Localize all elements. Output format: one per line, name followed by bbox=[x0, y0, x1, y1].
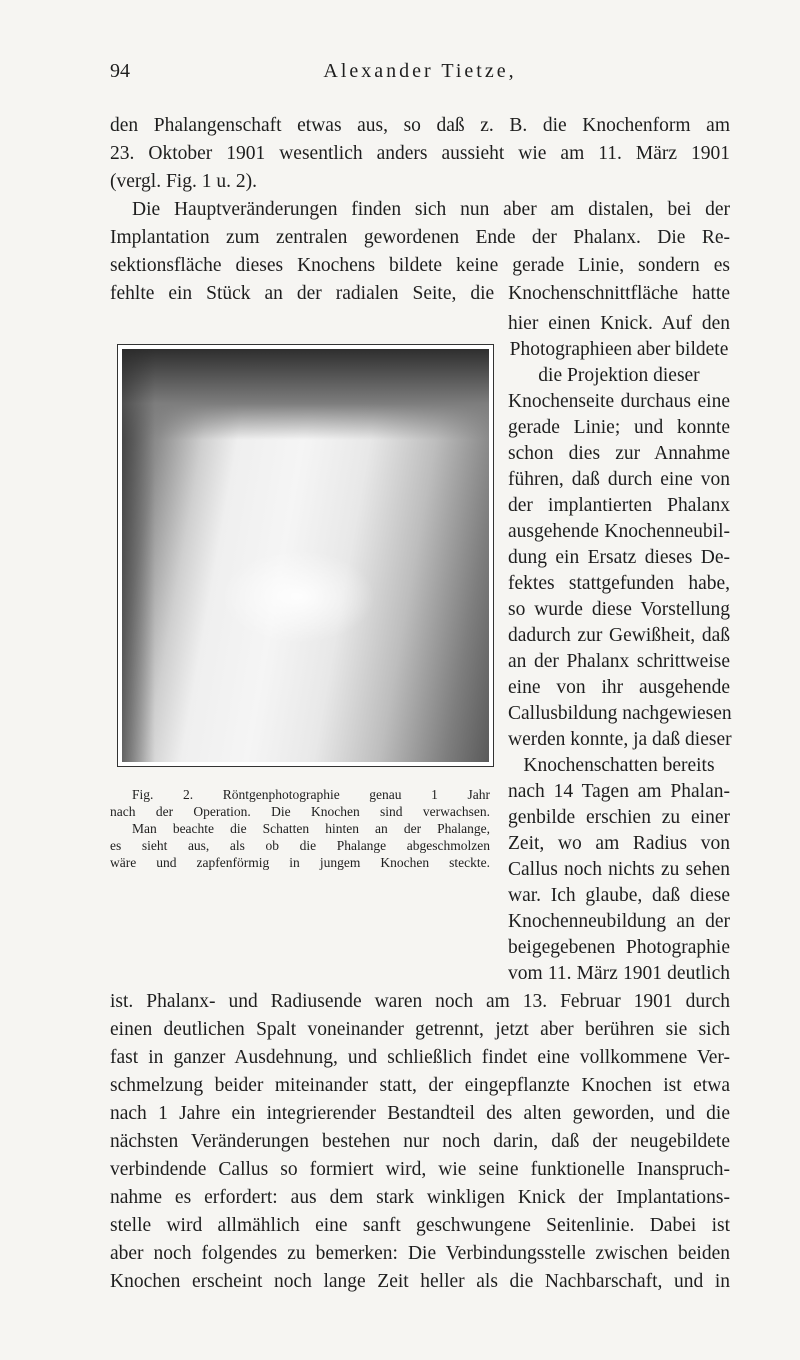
column-line: Knochenseite durchaus eine bbox=[508, 391, 730, 412]
body-line: Die Hauptveränderungen finden sich nun aber am distalen, bei der bbox=[132, 199, 730, 220]
column-line: Knochenneubildung an der bbox=[508, 911, 730, 932]
column-line: Zeit, wo am Radius von bbox=[508, 833, 730, 854]
column-line: fektes stattgefunden habe, bbox=[508, 573, 730, 594]
column-line: war. Ich glaube, daß diese bbox=[508, 885, 730, 906]
figure-caption-line: nach der Operation. Die Knochen sind verwachsen. bbox=[110, 804, 490, 819]
figure-caption-line: es sieht aus, als ob die Phalange abgeschmolzen bbox=[110, 838, 490, 853]
body-line: 23. Oktober 1901 wesentlich anders aussieht wie am 11. März 1901 bbox=[110, 143, 730, 164]
figure-caption-line: wäre und zapfenförmig in jungem Knochen steckte. bbox=[110, 855, 490, 870]
column-line: vom 11. März 1901 deutlich bbox=[508, 963, 730, 984]
body-line: einen deutlichen Spalt voneinander getrennt, jetzt aber berühren sie sich bbox=[110, 1019, 730, 1040]
body-line: fehlte ein Stück an der radialen Seite, die Knochenschnittfläche hatte bbox=[110, 283, 730, 304]
column-line: schon dies zur Annahme bbox=[508, 443, 730, 464]
body-line: den Phalangenschaft etwas aus, so daß z. B. die Knochenform am bbox=[110, 115, 730, 136]
running-head: Alexander Tietze, bbox=[323, 60, 517, 82]
column-line: dadurch zur Gewißheit, daß bbox=[508, 625, 730, 646]
column-line: eine von ihr ausgehende bbox=[508, 677, 730, 698]
column-line: werden konnte, ja daß dieser bbox=[508, 729, 732, 750]
column-line: beigegebenen Photographie bbox=[508, 937, 730, 958]
body-line: nach 1 Jahre ein integrierender Bestandteil des alten geworden, und die bbox=[110, 1103, 730, 1124]
body-line: stelle wird allmählich eine sanft geschwungene Seitenlinie. Dabei ist bbox=[110, 1215, 730, 1236]
column-line: ausgehende Knochenneubil- bbox=[508, 521, 730, 542]
column-line: führen, daß durch eine von bbox=[508, 469, 730, 490]
column-line: dung ein Ersatz dieses De- bbox=[508, 547, 730, 568]
xray-figure bbox=[117, 344, 494, 767]
body-line: schmelzung beider miteinander statt, der eingepflanzte Knochen ist etwa bbox=[110, 1075, 730, 1096]
column-line: hier einen Knick. Auf den bbox=[508, 313, 730, 334]
page-header bbox=[110, 60, 730, 94]
body-line: aber noch folgendes zu bemerken: Die Verbindungsstelle zwischen beiden bbox=[110, 1243, 730, 1264]
column-line: der implantierten Phalanx bbox=[508, 495, 730, 516]
page-number: 94 bbox=[110, 60, 130, 82]
figure-caption-line: Man beachte die Schatten hinten an der Phalange, bbox=[132, 821, 490, 836]
figure-caption-line: Fig. 2. Röntgenphotographie genau 1 Jahr bbox=[132, 787, 490, 802]
column-line: genbilde erschien zu einer bbox=[508, 807, 730, 828]
xray-image bbox=[122, 349, 489, 762]
column-line: Knochenschatten bereits bbox=[523, 755, 715, 776]
body-line: fast in ganzer Ausdehnung, und schließlich findet eine vollkommene Ver- bbox=[110, 1047, 730, 1068]
column-line: Callus noch nichts zu sehen bbox=[508, 859, 730, 880]
column-line: so wurde diese Vorstellung bbox=[508, 599, 730, 620]
body-line: verbindende Callus so formiert wird, wie seine funktionelle Inanspruch- bbox=[110, 1159, 730, 1180]
body-line: (vergl. Fig. 1 u. 2). bbox=[110, 171, 257, 192]
column-line: an der Phalanx schrittweise bbox=[508, 651, 730, 672]
body-line: Implantation zum zentralen gewordenen Ende der Phalanx. Die Re- bbox=[110, 227, 730, 248]
column-line: gerade Linie; und konnte bbox=[508, 417, 730, 438]
body-line: Knochen erscheint noch lange Zeit heller als die Nachbarschaft, und in bbox=[110, 1271, 730, 1292]
body-line: ist. Phalanx- und Radiusende waren noch am 13. Februar 1901 durch bbox=[110, 991, 730, 1012]
column-line: Photographieen aber bildete bbox=[509, 339, 729, 360]
body-line: sektionsfläche dieses Knochens bildete keine gerade Linie, sondern es bbox=[110, 255, 730, 276]
body-line: nahme es erfordert: aus dem stark winkligen Knick der Implantations- bbox=[110, 1187, 730, 1208]
column-line: die Projektion dieser bbox=[538, 365, 700, 386]
column-line: Callusbildung nachgewiesen bbox=[508, 703, 732, 724]
column-line: nach 14 Tagen am Phalan- bbox=[508, 781, 730, 802]
body-line: nächsten Veränderungen bestehen nur noch darin, daß der neugebildete bbox=[110, 1131, 730, 1152]
